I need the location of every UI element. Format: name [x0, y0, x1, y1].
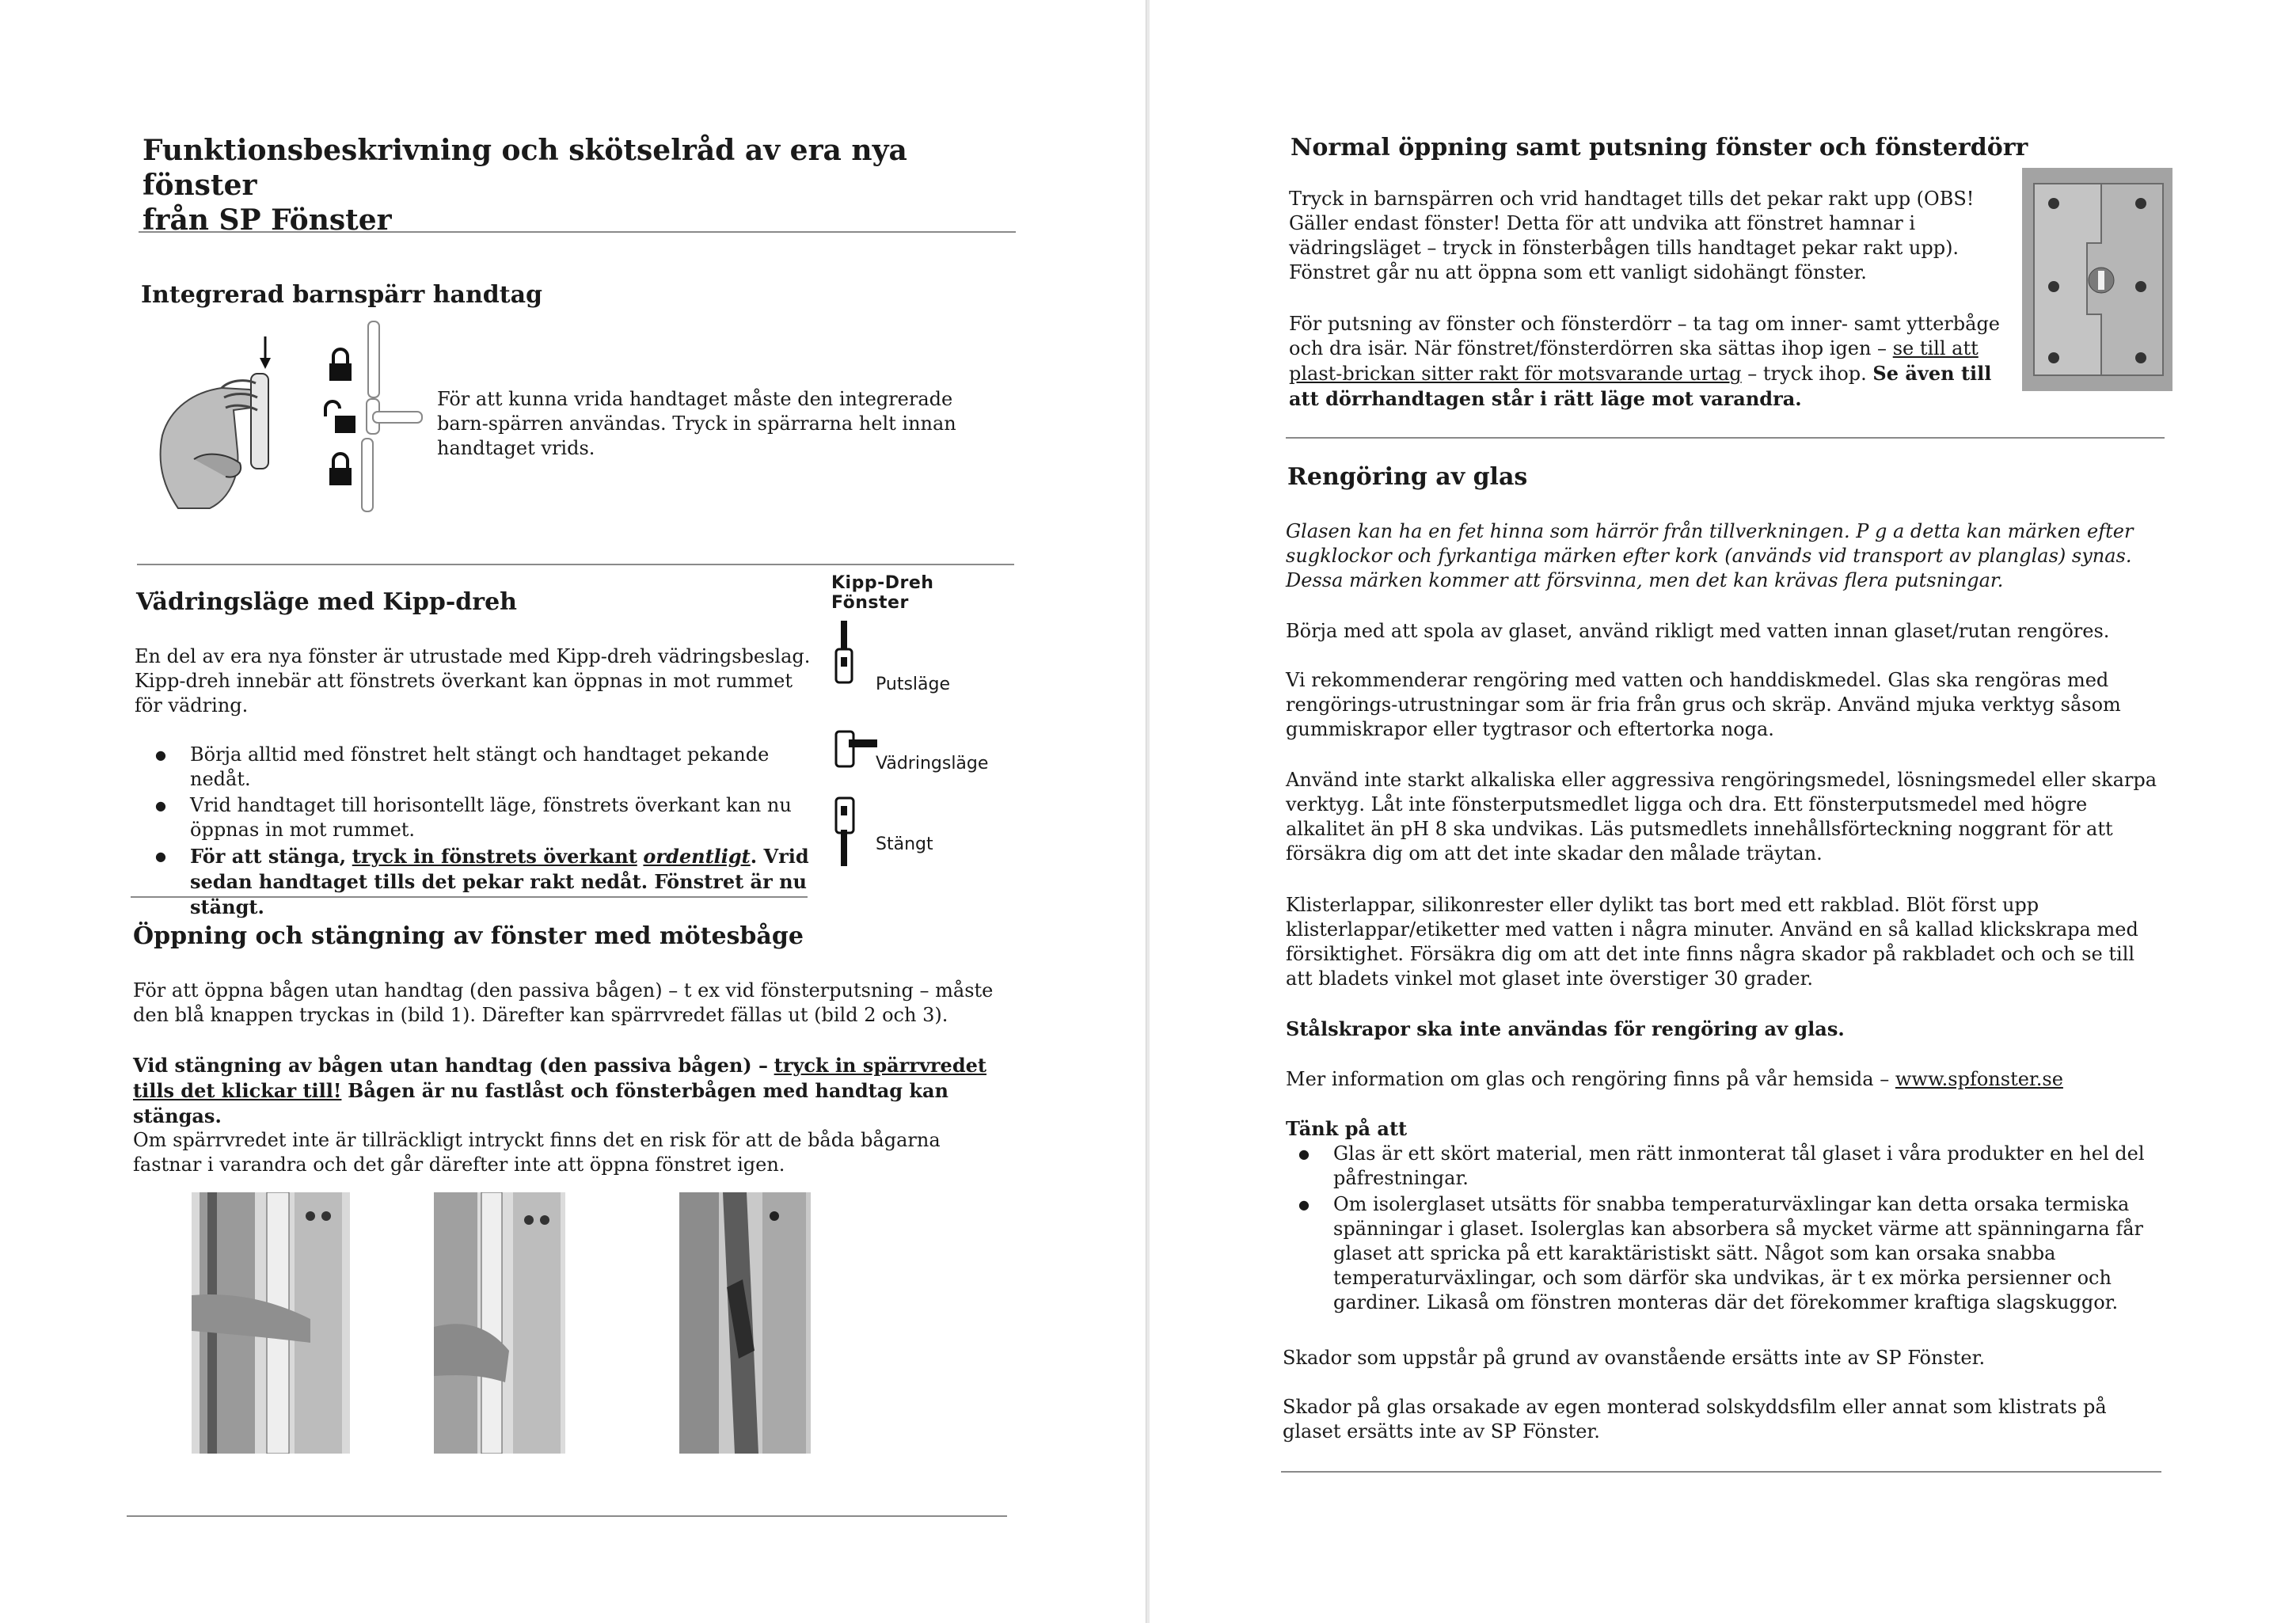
label-stangt: Stängt: [876, 834, 933, 854]
padlock-closed-icon: [329, 349, 352, 381]
kipp-figure-title: Kipp-Dreh Fönster: [831, 573, 934, 613]
photo-step-2: [434, 1192, 565, 1454]
title-line-1: Funktionsbeskrivning och skötselråd av era nya fönster: [143, 134, 907, 202]
divider: [131, 896, 808, 898]
think-heading: Tänk på att: [1286, 1117, 1408, 1140]
kipp-heading: Vädringsläge med Kipp-dreh: [136, 588, 517, 616]
meeting-paragraph-2: Vid stängning av bågen utan handtag (den passiva bågen) – tryck in spärrvredet tills det klickar till! Bågen är nu fastlåst och fönsterbågen med handtag kan stängas.: [133, 1054, 986, 1127]
kipp-bullet-list: [143, 743, 815, 922]
handle-down-icon: [836, 798, 853, 866]
list-item: ● Om isolerglaset utsätts för snabba temperaturväxlingar kan detta orsaka termiska spänningar i glaset. Isolerglas kan absorbera så mycket värme att spänningarna får glaset att spricka på ett karaktäristiskt sätt. Något som kan orsaka snabba temperaturväxlingar, och som därför ska undvikas, är t ex mörka persienner och gardiner. Likaså om fönstren monteras där det förekommer kraftiga slagskuggor.: [1333, 1192, 2165, 1315]
padlock-open-icon: [325, 401, 355, 433]
photo-step-1: [192, 1192, 350, 1454]
glass-paragraph-3: Använd inte starkt alkaliska eller aggressiva rengöringsmedel, lösningsmedel eller skarpa verktyg. Låt inte fönsterputsmedlet ligga och dra. Ett fönsterputsmedel med högre alkalitet än pH 8 ska undvikas. Läs putsmedlets innehållsförteckning noggrant för att försäkra dig om att det inte skadar den målade träytan.: [1286, 769, 2157, 865]
normal-paragraph-2: För putsning av fönster och fönsterdörr – ta tag om inner- samt ytterbåge och dra isär. När fönstret/fönsterdörren ska sättas ihop igen – se till att plast-brickan sitter rakt för motsvarande urtag – tryck ihop. Se även till att dörrhandtagen står i rätt läge mot varandra.: [1289, 313, 2001, 410]
glass-paragraph-2: Vi rekommenderar rengöring med vatten och handdiskmedel. Glas ska rengöras med rengörings-utrustningar som är fria från grus och skräp. Använd mjuka verktyg såsom gummiskrapor eller tygtrasor och eftertorka noga.: [1286, 669, 2121, 740]
kipp-intro: En del av era nya fönster är utrustade med Kipp-dreh vädringsbeslag. Kipp-dreh innebär att fönstrets överkant kan öppnas in mot rummet för vädring.: [135, 645, 811, 716]
photo-step-3: [679, 1192, 811, 1454]
handle-lock-diagram: [321, 318, 424, 516]
handle-up-icon: [836, 621, 852, 682]
normal-heading: Normal öppning samt putsning fönster och fönsterdörr: [1291, 134, 2028, 162]
meeting-heading: Öppning och stängning av fönster med mötesbåge: [133, 922, 804, 950]
website-link[interactable]: www.spfonster.se: [1895, 1068, 2063, 1090]
list-item: ● Vrid handtaget till horisontellt läge, fönstrets överkant kan nu öppnas in mot rummet.: [190, 793, 815, 842]
list-item: ● Glas är ett skört material, men rätt inmonterat tål glaset i våra produkter en hel del påfrestningar.: [1333, 1142, 2165, 1191]
glass-paragraph-5: Stålskrapor ska inte användas för rengöring av glas.: [1286, 1017, 1845, 1040]
document-title: [143, 133, 1013, 238]
page-left: [0, 0, 1146, 1623]
hand-press-illustration: [146, 333, 285, 511]
normal-paragraph-1: Tryck in barnspärren och vrid handtaget tills det pekar rakt upp (OBS! Gäller endast fönster! Detta för att undvika att fönstret hamnar i vädringsläget – tryck in fönsterbågen tills handtaget pekar rakt upp). Fönstret går nu att öppna som ett vanligt sidohängt fönster.: [1289, 188, 1975, 283]
divider: [139, 231, 1016, 233]
title-line-2: från SP Fönster: [143, 203, 392, 237]
page-right: [1150, 0, 2296, 1623]
glass-italic-note: Glasen kan ha en fet hinna som härrör från tillverkningen. P g a detta kan märken efter sugklockor och fyrkantiga märken efter kork (används vid transport av planglas) synas. Dessa märken kommer att försvinna, men det kan krävas flera putsningar.: [1286, 520, 2134, 591]
hinge-photo: [2022, 168, 2172, 391]
padlock-closed-icon: [329, 454, 352, 485]
meeting-paragraph-1: För att öppna bågen utan handtag (den passiva bågen) – t ex vid fönsterputsning – måste den blå knappen tryckas in (bild 1). Därefter kan spärrvredet fällas ut (bild 2 och 3).: [133, 979, 994, 1026]
glass-paragraph-8: Skador på glas orsakade av egen monterad solskyddsfilm eller annat som klistrats på glaset ersätts inte av SP Fönster.: [1283, 1396, 2107, 1442]
label-putslage: Putsläge: [876, 675, 951, 694]
child-lock-text: För att kunna vrida handtaget måste den integrerade barn-spärren användas. Tryck in spärrarna helt innan handtaget vrids.: [437, 388, 956, 459]
think-bullet-list: [1286, 1142, 2165, 1317]
meeting-paragraph-3: Om spärrvredet inte är tillräckligt intryckt finns det en risk för att de båda bågarna fastnar i varandra och det går därefter inte att öppna fönstret igen.: [133, 1129, 941, 1176]
divider: [1281, 1471, 2161, 1473]
glass-paragraph-6: Mer information om glas och rengöring finns på vår hemsida – www.spfonster.se: [1286, 1068, 2063, 1090]
list-item: ● Börja alltid med fönstret helt stängt och handtaget pekande nedåt.: [190, 743, 815, 792]
glass-heading: Rengöring av glas: [1287, 463, 1528, 491]
handle-horizontal-icon: [836, 732, 877, 766]
glass-paragraph-4: Klisterlappar, silikonrester eller dylikt tas bort med ett rakblad. Blöt först upp klisterlappar/etiketter med vatten i några minuter. Använd en så kallad klickskrapa med försiktighet. Försäkra dig om att det inte finns några skador på rakbladet och och se till att bladets vinkel mot glaset inte överstiger 30 grader.: [1286, 894, 2138, 990]
child-lock-heading: Integrerad barnspärr handtag: [141, 281, 543, 309]
list-item: ● För att stänga, tryck in fönstrets överkant ordentligt. Vrid sedan handtaget tills det pekar rakt nedåt. Fönstret är nu stängt.: [190, 844, 815, 920]
glass-paragraph-1: Börja med att spola av glaset, använd rikligt med vatten innan glaset/rutan rengöres.: [1286, 620, 2110, 642]
divider: [1286, 437, 2165, 439]
divider: [127, 1515, 1007, 1517]
kipp-dreh-figure: [830, 573, 1012, 874]
label-vadringslage: Vädringsläge: [876, 754, 989, 773]
divider: [137, 564, 1014, 565]
glass-paragraph-7: Skador som uppstår på grund av ovanstående ersätts inte av SP Fönster.: [1283, 1347, 1986, 1369]
